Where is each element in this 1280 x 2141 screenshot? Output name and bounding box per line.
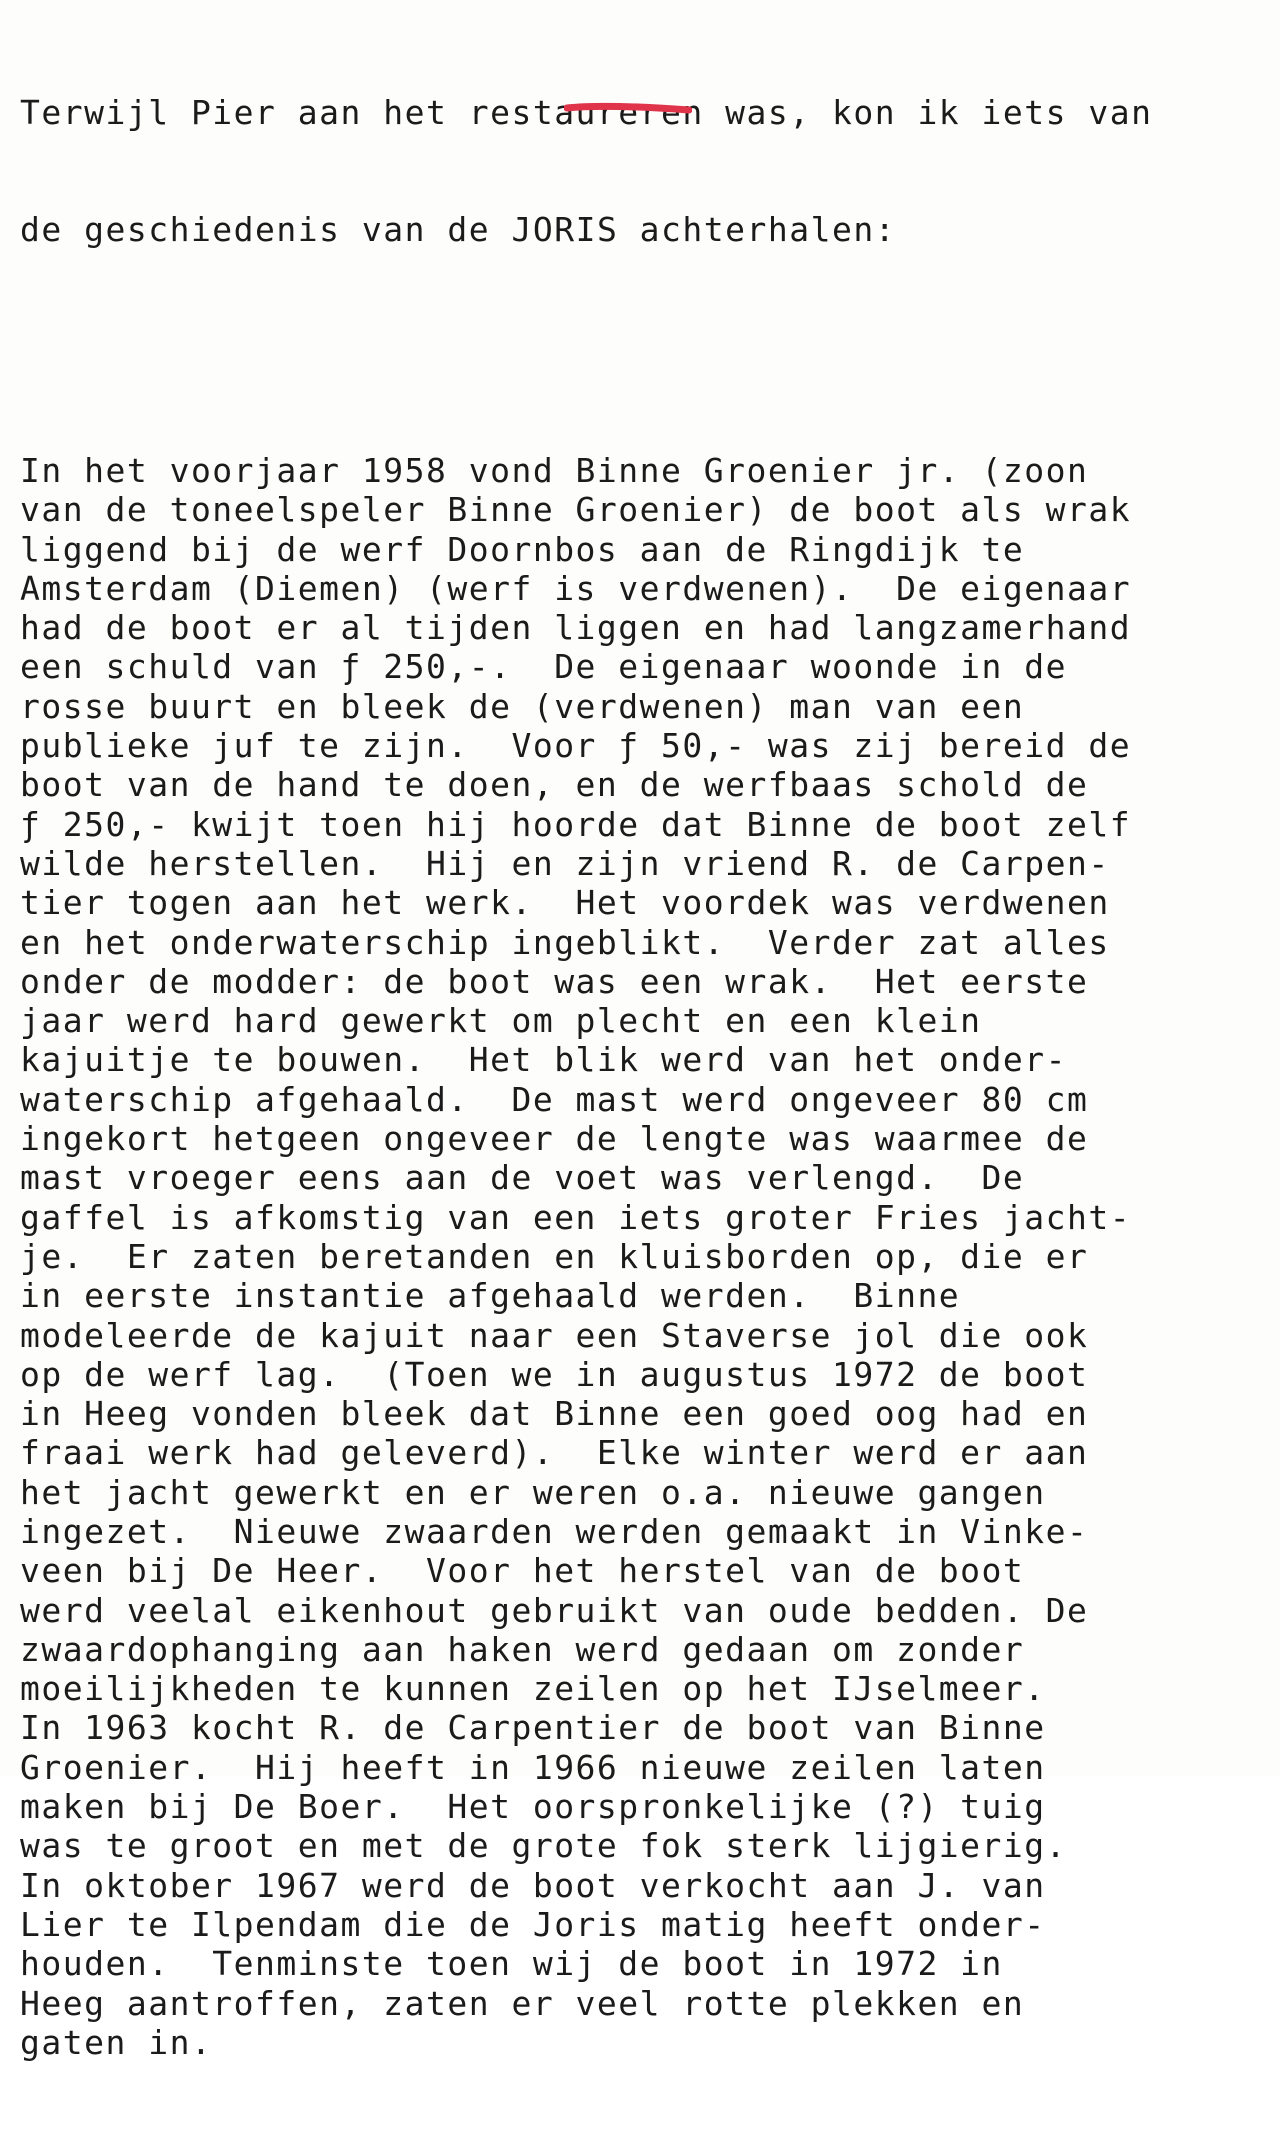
- history-line: had de boot er al tijden liggen en had langzamerhand: [20, 608, 1132, 648]
- history-line: op de werf lag. (Toen we in augustus 1972 de boot: [20, 1354, 1089, 1394]
- history-line: boot van de hand te doen, en de werfbaas schold de: [20, 765, 1089, 805]
- history-line: in Heeg vonden bleek dat Binne een goed oog had en: [20, 1394, 1089, 1434]
- history-line: Heeg aantroffen, zaten er veel rotte plekken en: [20, 1983, 1025, 2023]
- history-line: was te groot en met de grote fok sterk lijgierig.: [20, 1826, 1068, 1866]
- history-paragraph: [20, 451, 1270, 2062]
- history-line: modeleerde de kajuit naar een Staverse jol die ook: [20, 1315, 1089, 1355]
- intro-line-2-end: achterhalen:: [618, 210, 897, 250]
- history-line: maken bij De Boer. Het oorspronkelijke (?) tuig: [20, 1787, 1046, 1827]
- typewritten-text: [20, 14, 1270, 2141]
- intro-line-2: [20, 210, 1270, 249]
- history-line: moeilijkheden te kunnen zeilen op het IJselmeer.: [20, 1669, 1046, 1709]
- history-line: ƒ 250,- kwijt toen hij hoorde dat Binne de boot zelf: [20, 804, 1132, 844]
- history-line: onder de modder: de boot was een wrak. Het eerste: [20, 961, 1089, 1001]
- history-line: waterschip afgehaald. De mast werd ongeveer 80 cm: [20, 1079, 1089, 1119]
- history-line: gaten in.: [20, 2022, 213, 2062]
- history-line: van de toneelspeler Binne Groenier) de boot als wrak: [20, 490, 1132, 530]
- intro-line-2-start: de geschiedenis van de: [20, 210, 512, 250]
- history-line: In oktober 1967 werd de boot verkocht aan J. van: [20, 1865, 1046, 1905]
- history-line: In het voorjaar 1958 vond Binne Groenier jr. (zoon: [20, 450, 1089, 490]
- red-underline-mark: [564, 101, 692, 115]
- history-line: Groenier. Hij heeft in 1966 nieuwe zeilen laten: [20, 1747, 1046, 1787]
- history-line: ingekort hetgeen ongeveer de lengte was waarmee de: [20, 1119, 1089, 1159]
- history-line: liggend bij de werf Doornbos aan de Ringdijk te: [20, 529, 1025, 569]
- history-line: ingezet. Nieuwe zwaarden werden gemaakt in Vinke-: [20, 1511, 1089, 1551]
- history-line: het jacht gewerkt en er weren o.a. nieuwe gangen: [20, 1472, 1046, 1512]
- history-line: kajuitje te bouwen. Het blik werd van het onder-: [20, 1040, 1068, 1080]
- history-line: rosse buurt en bleek de (verdwenen) man van een: [20, 686, 1025, 726]
- history-line: houden. Tenminste toen wij de boot in 1972 in: [20, 1944, 1003, 1984]
- history-line: en het onderwaterschip ingeblikt. Verder zat alles: [20, 922, 1110, 962]
- history-line: tier togen aan het werk. Het voordek was verdwenen: [20, 883, 1110, 923]
- history-line: zwaardophanging aan haken werd gedaan om zonder: [20, 1629, 1025, 1669]
- history-line: gaffel is afkomstig van een iets groter Fries jacht-: [20, 1197, 1132, 1237]
- paragraph-gap: [20, 328, 1270, 372]
- history-line: een schuld van ƒ 250,-. De eigenaar woonde in de: [20, 647, 1068, 687]
- intro-line-1: Terwijl Pier aan het restaureren was, kon ik iets van: [20, 92, 1153, 132]
- history-line: in eerste instantie afgehaald werden. Binne: [20, 1276, 961, 1316]
- history-line: publieke juf te zijn. Voor ƒ 50,- was zij bereid de: [20, 726, 1132, 766]
- history-line: mast vroeger eens aan de voet was verlengd. De: [20, 1158, 1025, 1198]
- history-line: In 1963 kocht R. de Carpentier de boot van Binne: [20, 1708, 1046, 1748]
- history-line: fraai werk had geleverd). Elke winter werd er aan: [20, 1433, 1089, 1473]
- history-line: wilde herstellen. Hij en zijn vriend R. de Carpen-: [20, 843, 1110, 883]
- history-line: jaar werd hard gewerkt om plecht en een klein: [20, 1001, 982, 1041]
- history-line: veen bij De Heer. Voor het herstel van de boot: [20, 1551, 1025, 1591]
- history-line: werd veelal eikenhout gebruikt van oude bedden. De: [20, 1590, 1089, 1630]
- history-line: Lier te Ilpendam die de Joris matig heeft onder-: [20, 1904, 1046, 1944]
- history-line: Amsterdam (Diemen) (werf is verdwenen). De eigenaar: [20, 568, 1132, 608]
- boat-name-joris: JORIS: [511, 210, 619, 250]
- history-line: je. Er zaten beretanden en kluisborden op, die er: [20, 1236, 1089, 1276]
